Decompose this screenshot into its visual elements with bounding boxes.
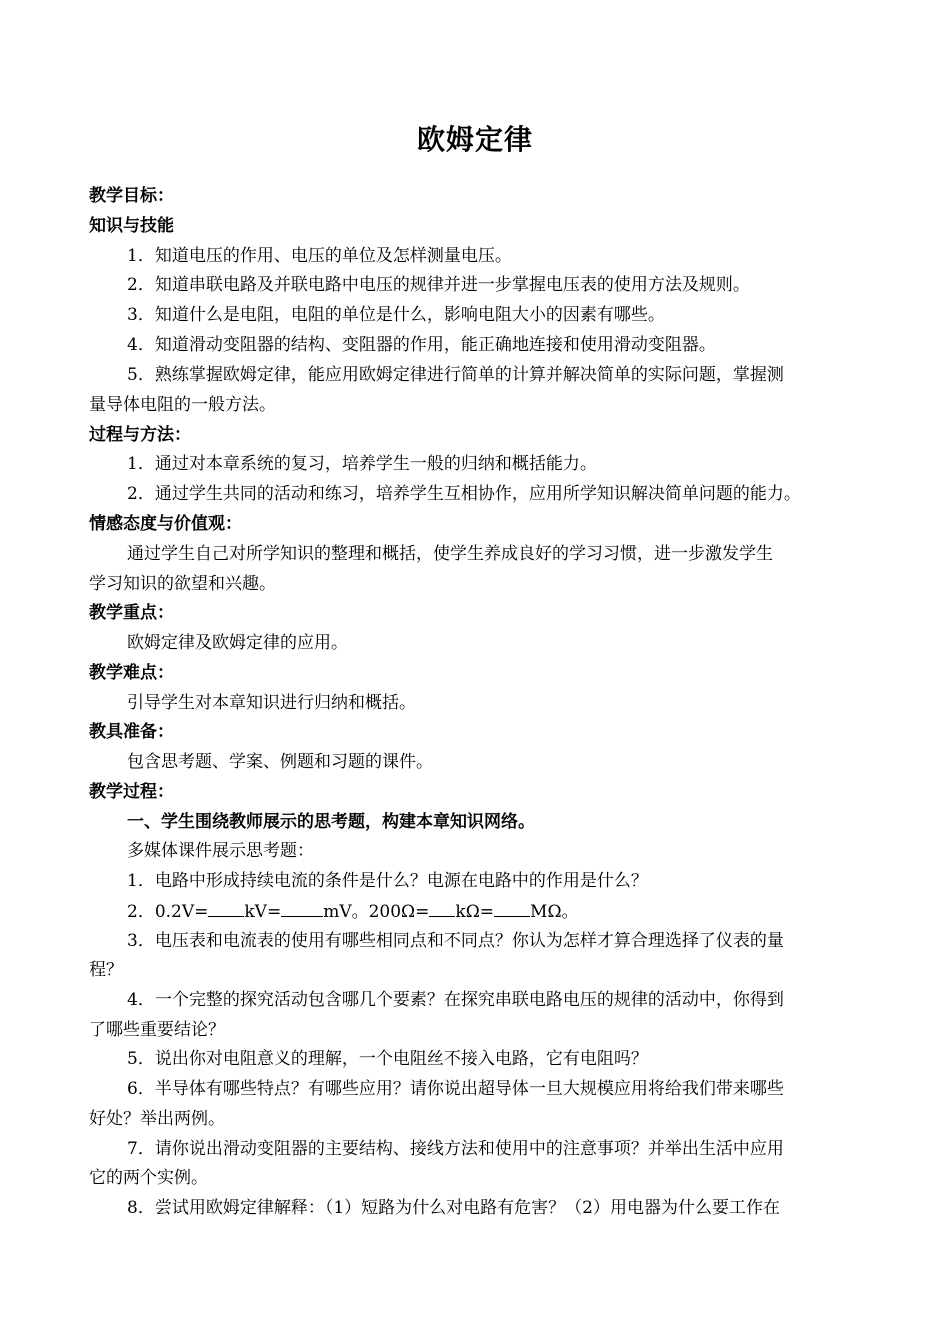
knowledge-item-1: 1．知道电压的作用、电压的单位及怎样测量电压。: [127, 246, 512, 266]
blank-mohm: [494, 900, 530, 917]
question-3: 3．电压表和电流表的使用有哪些相同点和不同点？你认为怎样才算合理选择了仪表的量: [127, 931, 784, 951]
heading-process-method: 过程与方法：: [89, 425, 191, 445]
question-7: 7．请你说出滑动变阻器的主要结构、接线方法和使用中的注意事项？并举出生活中应用: [127, 1139, 784, 1159]
question-2-part-c: mV。200Ω=: [323, 902, 430, 922]
knowledge-item-5: 5．熟练掌握欧姆定律，能应用欧姆定律进行简单的计算并解决简单的实际问题，掌握测: [127, 365, 784, 385]
question-2-part-e: MΩ。: [530, 902, 579, 922]
knowledge-item-2: 2．知道串联电路及并联电路中电压的规律并进一步掌握电压表的使用方法及规则。: [127, 275, 750, 295]
question-4-cont: 了哪些重要结论？: [89, 1020, 225, 1040]
question-4: 4．一个完整的探究活动包含哪几个要素？在探究串联电路电压的规律的活动中，你得到: [127, 990, 784, 1010]
difficulty-text: 引导学生对本章知识进行归纳和概括。: [127, 693, 416, 713]
blank-kv: [208, 900, 244, 917]
emotion-text-cont: 学习知识的欲望和兴趣。: [89, 574, 276, 594]
question-7-cont: 它的两个实例。: [89, 1168, 208, 1188]
question-2: [127, 900, 879, 923]
heading-difficulty: 教学难点：: [89, 663, 174, 683]
heading-teaching-goals: 教学目标：: [89, 186, 174, 206]
heading-procedure: 教学过程：: [89, 782, 174, 802]
tools-text: 包含思考题、学案、例题和习题的课件。: [127, 752, 433, 772]
knowledge-item-4: 4．知道滑动变阻器的结构、变阻器的作用，能正确地连接和使用滑动变阻器。: [127, 335, 716, 355]
process-item-2: 2．通过学生共同的活动和练习，培养学生互相协作，应用所学知识解决简单问题的能力。: [127, 484, 801, 504]
procedure-step-1: 一、学生围绕教师展示的思考题，构建本章知识网络。: [127, 812, 535, 832]
heading-emotion-values: 情感态度与价值观：: [89, 514, 242, 534]
question-2-part-d: kΩ=: [455, 902, 495, 922]
question-6-cont: 好处？举出两例。: [89, 1109, 225, 1129]
question-3-cont: 程？: [89, 960, 123, 980]
knowledge-item-5-cont: 量导体电阻的一般方法。: [89, 395, 276, 415]
procedure-intro: 多媒体课件展示思考题：: [127, 841, 314, 861]
question-1: 1．电路中形成持续电流的条件是什么？电源在电路中的作用是什么？: [127, 871, 648, 891]
question-2-part-a: 2．0.2V=: [127, 902, 209, 922]
heading-tools: 教具准备：: [89, 722, 174, 742]
knowledge-item-3: 3．知道什么是电阻，电阻的单位是什么，影响电阻大小的因素有哪些。: [127, 305, 665, 325]
emotion-text: 通过学生自己对所学知识的整理和概括，使学生养成良好的学习习惯，进一步激发学生: [127, 544, 773, 564]
heading-knowledge-skills: 知识与技能: [89, 216, 174, 236]
focus-text: 欧姆定律及欧姆定律的应用。: [127, 633, 348, 653]
blank-kohm: [429, 900, 455, 917]
question-5: 5．说出你对电阻意义的理解，一个电阻丝不接入电路，它有电阻吗？: [127, 1049, 648, 1069]
question-8: 8．尝试用欧姆定律解释：（1）短路为什么对电路有危害？（2）用电器为什么要工作在: [127, 1198, 780, 1218]
question-6: 6．半导体有哪些特点？有哪些应用？请你说出超导体一旦大规模应用将给我们带来哪些: [127, 1079, 784, 1099]
process-item-1: 1．通过对本章系统的复习，培养学生一般的归纳和概括能力。: [127, 454, 597, 474]
heading-focus: 教学重点：: [89, 603, 174, 623]
question-2-part-b: kV=: [244, 902, 282, 922]
blank-mv: [281, 900, 323, 917]
document-title: 欧姆定律: [416, 123, 533, 156]
